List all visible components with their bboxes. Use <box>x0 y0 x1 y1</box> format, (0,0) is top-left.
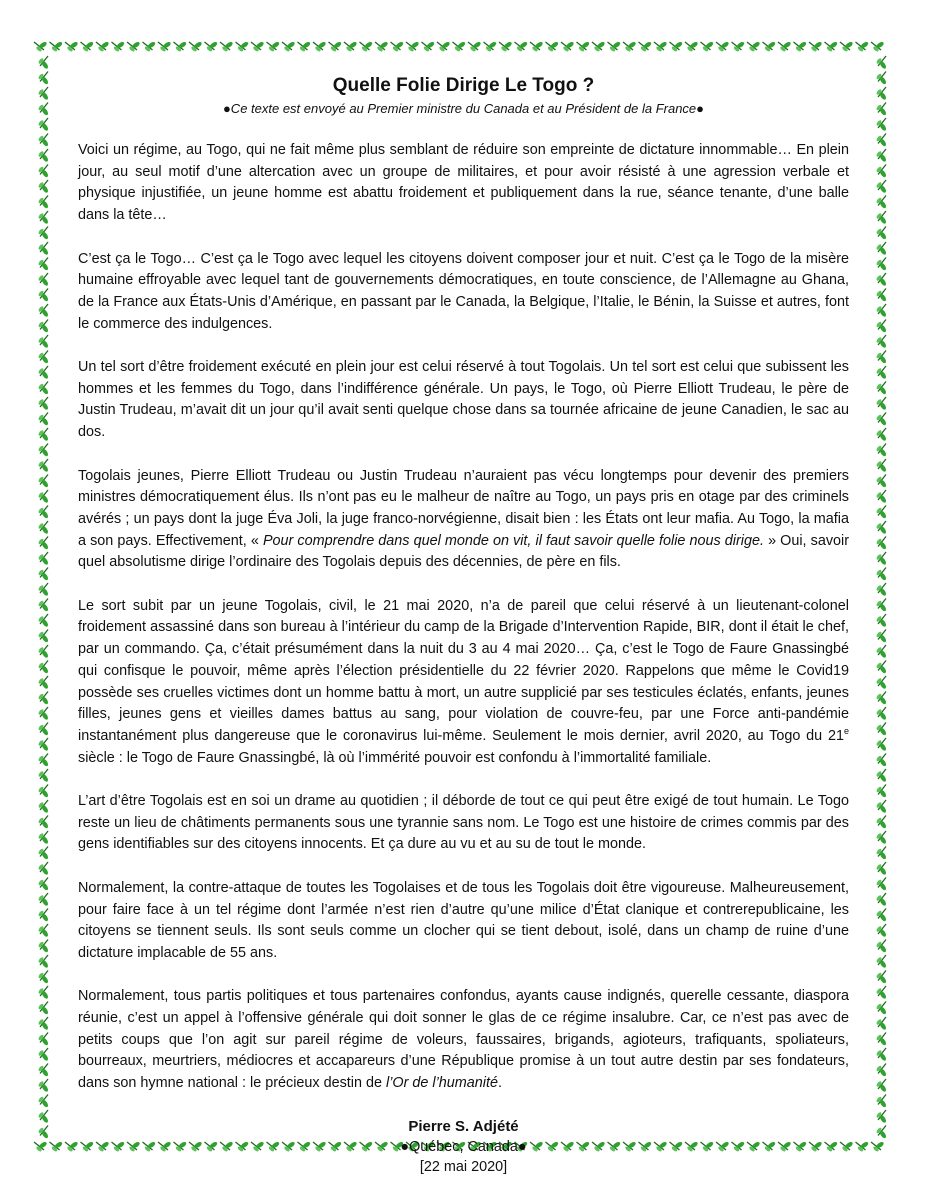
leaf-border-icon <box>329 41 343 53</box>
leaf-border-icon <box>38 382 50 396</box>
leaf-border-icon <box>876 909 888 923</box>
leaf-border-icon <box>876 676 888 690</box>
leaf-border-icon <box>876 955 888 969</box>
leaf-border-icon <box>38 444 50 458</box>
leaf-border-icon <box>38 955 50 969</box>
leaf-border-icon <box>876 583 888 597</box>
leaf-border-icon <box>876 692 888 706</box>
leaf-border-icon <box>38 366 50 380</box>
leaf-border-icon <box>876 661 888 675</box>
leaf-border-icon <box>38 258 50 272</box>
paragraph-8-italic: l’Or de l’humanité <box>386 1075 498 1092</box>
author-location: ●Québec, Canada● <box>400 1138 527 1155</box>
leaf-border-icon <box>38 227 50 241</box>
leaf-border-icon <box>38 475 50 489</box>
leaf-border-icon <box>876 351 888 365</box>
paragraph-4-text-b: » Oui, savoir quel absolutisme dirige l’ordinaire des Togolais depuis des décennies, de père en fils. <box>78 532 850 571</box>
leaf-border-icon <box>38 521 50 535</box>
leaf-border-icon <box>546 41 560 53</box>
paragraph-6: L’art d’être Togolais est en soi un drame au quotidien ; il déborde de tout ce qui peut être exigé de tout humain. Le Togo reste un lieu de châtiments permanents sous une tyrannie sans nom. Le Togo est une histoire de crimes commis par des gens identifiables sur des citoyens innocents. Et ça dure au vu et au su de tout le monde. <box>78 793 849 853</box>
leaf-border-icon <box>391 41 405 53</box>
leaf-border-icon <box>38 428 50 442</box>
leaf-border-icon <box>313 41 327 53</box>
leaf-border-icon <box>876 986 888 1000</box>
leaf-border-icon <box>856 1141 870 1153</box>
paragraph-5-superscript: e <box>843 726 849 737</box>
leaf-border-icon <box>81 41 95 53</box>
leaf-border-icon <box>871 41 885 53</box>
leaf-border-icon <box>876 490 888 504</box>
leaf-border-icon <box>112 41 126 53</box>
leaf-border-icon <box>778 41 792 53</box>
leaf-border-icon <box>747 41 761 53</box>
leaf-border-icon <box>876 1110 888 1124</box>
leaf-border-icon <box>189 41 203 53</box>
paragraph-4 <box>78 466 849 575</box>
leaf-border-icon <box>38 413 50 427</box>
leaf-border-icon <box>876 723 888 737</box>
paragraph-5-text-a: Le sort subit par un jeune Togolais, civil, le 21 mai 2020, n’a de pareil que celui réservé à un lieutenant-colonel froidement assassiné dans son bureau à l’intérieur du camp de la Brigade d’Intervention Rapide, BIR, dont il était le chef, par un commando. Ça, c’était présumément dans la nuit du 3 au 4 mai 2020… Ça, c’est le Togo de Faure Gnassingbé qui confisque le pouvoir, même après l’élection présidentielle du 22 février 2020. Rappelons que même le Covid19 possède ses cruelles victimes dont un homme battu à mort, un autre supplicié par ses testicules éclatés, enfants, jeunes filles, jeunes gens et vieilles dames battus au sang, pour violation de couvre-feu, par une Force anti-pandémie instantanément plus dangereuse que le coronavirus lui-même. Seulement le mois dernier, avril 2020, au Togo du 21 <box>78 597 849 744</box>
leaf-border-icon <box>65 41 79 53</box>
leaf-border-icon <box>840 41 854 53</box>
leaf-border-icon <box>794 41 808 53</box>
leaf-border-icon <box>38 754 50 768</box>
leaf-border-icon <box>876 506 888 520</box>
leaf-border-icon <box>876 552 888 566</box>
author-name: Pierre S. Adjété <box>408 1117 519 1135</box>
leaf-border-icon <box>38 878 50 892</box>
leaf-border-icon <box>38 971 50 985</box>
paragraph-5 <box>78 596 849 770</box>
leaf-border-icon <box>38 599 50 613</box>
leaf-border-icon <box>38 723 50 737</box>
leaf-border-icon <box>876 614 888 628</box>
leaf-border-icon <box>876 630 888 644</box>
leaf-border-icon <box>876 366 888 380</box>
paragraph-4-text-a: Togolais jeunes, Pierre Elliott Trudeau ou Justin Trudeau n’auraient pas vécu longtemps pour devenir des premiers ministres démocratiquement élus. Ils n’ont pas eu le malheur de naître au Togo, un pays pris en otage par des criminels avérés ; un pays dont la juge Éva Joli, la juge franco-norvégienne, disait bien : les États ont leur mafia. Au Togo, la mafia a son pays. Effectivement, « <box>78 467 849 549</box>
leaf-border-icon <box>38 568 50 582</box>
leaf-border-icon <box>876 862 888 876</box>
leaf-border-icon <box>38 847 50 861</box>
leaf-border-icon <box>515 41 529 53</box>
leaf-border-icon <box>38 459 50 473</box>
leaf-border-icon <box>876 878 888 892</box>
leaf-border-icon <box>38 56 50 70</box>
leaf-border-icon <box>38 1110 50 1124</box>
leaf-border-icon <box>876 599 888 613</box>
leaf-border-icon <box>38 645 50 659</box>
leaf-border-icon <box>38 909 50 923</box>
leaf-border-icon <box>127 41 141 53</box>
leaf-border-icon <box>38 351 50 365</box>
leaf-border-icon <box>876 924 888 938</box>
leaf-border-icon <box>38 118 50 132</box>
leaf-border-icon <box>38 769 50 783</box>
paragraph-8 <box>78 986 849 1095</box>
leaf-border-icon <box>732 41 746 53</box>
leaf-border-icon <box>158 41 172 53</box>
leaf-border-icon <box>282 41 296 53</box>
leaf-border-icon <box>34 41 48 53</box>
leaf-border-icon <box>876 165 888 179</box>
leaf-border-icon <box>406 41 420 53</box>
leaf-border-icon <box>38 661 50 675</box>
leaf-border-icon <box>38 335 50 349</box>
leaf-border-icon <box>876 1048 888 1062</box>
leaf-border-icon <box>38 1126 50 1140</box>
leaf-border-icon <box>468 41 482 53</box>
leaf-border-icon <box>876 769 888 783</box>
leaf-border-icon <box>205 41 219 53</box>
leaf-border-icon <box>38 1064 50 1078</box>
leaf-border-icon <box>763 41 777 53</box>
leaf-border-icon <box>654 41 668 53</box>
leaf-border-icon <box>38 506 50 520</box>
leaf-border-icon <box>876 304 888 318</box>
paragraph-1: Voici un régime, au Togo, qui ne fait même plus semblant de réduire son empreinte de dictature innommable… En plein jour, au seul motif d’une altercation avec un groupe de militaires, et pour avoir résisté à une agression verbale et physique injustifiée, un jeune homme est abattu froidement et publiquement dans la rue, séance tenante, d’une balle dans la tête… <box>78 142 849 224</box>
leaf-border-icon <box>38 614 50 628</box>
leaf-border-icon <box>876 413 888 427</box>
letter-document <box>78 74 849 1177</box>
leaf-border-icon <box>38 986 50 1000</box>
leaf-border-icon <box>871 1141 885 1153</box>
leaf-border-icon <box>876 335 888 349</box>
leaf-border-icon <box>236 41 250 53</box>
leaf-border-icon <box>876 118 888 132</box>
leaf-border-icon <box>38 165 50 179</box>
leaf-border-icon <box>876 800 888 814</box>
leaf-border-icon <box>876 785 888 799</box>
leaf-border-icon <box>856 41 870 53</box>
leaf-border-icon <box>437 41 451 53</box>
paragraph-8-text-a: Normalement, tous partis politiques et tous partenaires confondus, ayants cause indignés, querelle cessante, diaspora réunie, c’est un appel à l’offensive générale qui doit sonner le glas de ce régime insalubre. Car, ce n’est pas avec de petits coups que l’on agit sur pareil régime de voleurs, faussaires, brigands, agioteurs, trafiquants, spoliateurs, bourreaux, meurtriers, médiocres et accapareurs d’une République promise à un tout autre destin par ses fondateurs, dans son hymne national : le précieux destin de <box>78 988 849 1092</box>
leaf-border-icon <box>38 273 50 287</box>
leaf-border-icon <box>38 552 50 566</box>
leaf-border-icon <box>499 41 513 53</box>
leaf-border-icon <box>38 707 50 721</box>
leaf-border-icon <box>716 41 730 53</box>
leaf-border-icon <box>38 940 50 954</box>
leaf-border-icon <box>876 707 888 721</box>
leaf-border-icon <box>876 428 888 442</box>
leaf-border-icon <box>38 242 50 256</box>
paragraph-4-quote: Pour comprendre dans quel monde on vit, il faut savoir quelle folie nous dirige. <box>262 532 764 549</box>
leaf-border-icon <box>38 816 50 830</box>
leaf-border-icon <box>876 645 888 659</box>
leaf-border-icon <box>38 862 50 876</box>
leaf-border-icon <box>38 1048 50 1062</box>
leaf-border-icon <box>38 831 50 845</box>
document-body <box>78 140 849 1095</box>
leaf-border-icon <box>38 304 50 318</box>
leaf-border-icon <box>825 41 839 53</box>
leaf-border-icon <box>876 444 888 458</box>
leaf-border-icon <box>577 41 591 53</box>
leaf-border-icon <box>38 134 50 148</box>
leaf-border-icon <box>876 56 888 70</box>
leaf-border-icon <box>484 41 498 53</box>
leaf-border-icon <box>38 1095 50 1109</box>
leaf-border-icon <box>38 676 50 690</box>
leaf-border-icon <box>639 41 653 53</box>
document-subtitle: ●Ce texte est envoyé au Premier ministre du Canada et au Président de la France● <box>222 101 705 116</box>
leaf-border-icon <box>38 180 50 194</box>
leaf-border-icon <box>876 568 888 582</box>
leaf-border-icon <box>876 816 888 830</box>
leaf-border-icon <box>623 41 637 53</box>
leaf-border-icon <box>38 211 50 225</box>
leaf-border-icon <box>38 1079 50 1093</box>
leaf-border-icon <box>344 41 358 53</box>
leaf-border-icon <box>876 754 888 768</box>
leaf-border-icon <box>38 630 50 644</box>
leaf-border-icon <box>876 289 888 303</box>
leaf-border-icon <box>143 41 157 53</box>
leaf-border-icon <box>876 320 888 334</box>
leaf-border-icon <box>876 72 888 86</box>
leaf-border-icon <box>96 41 110 53</box>
leaf-border-icon <box>876 971 888 985</box>
leaf-border-icon <box>65 1141 79 1153</box>
leaf-border-icon <box>38 149 50 163</box>
leaf-border-icon <box>876 1126 888 1140</box>
leaf-border-icon <box>670 41 684 53</box>
leaf-border-icon <box>876 397 888 411</box>
leaf-border-icon <box>422 41 436 53</box>
paragraph-8-text-b: . <box>497 1075 502 1092</box>
leaf-border-icon <box>174 41 188 53</box>
leaf-border-icon <box>876 149 888 163</box>
leaf-border-icon <box>876 180 888 194</box>
leaf-border-icon <box>38 490 50 504</box>
leaf-border-icon <box>876 1064 888 1078</box>
leaf-border-icon <box>38 289 50 303</box>
document-date: [22 mai 2020] <box>419 1158 508 1175</box>
paragraph-2: C’est ça le Togo… C’est ça le Togo avec lequel les citoyens doivent composer jour et nuit. C’est ça le Togo de la misère humaine effroyable avec lequel tant de gouvernements démocratiques, en toute conscience, de l’Allemagne au Ghana, de la France aux États-Unis d’Amérique, en passant par le Canada, la Belgique, l’Italie, le Bénin, la Suisse et autres, font le commerce des indulgences. <box>78 250 849 332</box>
leaf-border-icon <box>453 41 467 53</box>
leaf-border-icon <box>38 692 50 706</box>
leaf-border-icon <box>876 1095 888 1109</box>
leaf-border-icon <box>809 41 823 53</box>
leaf-border-icon <box>592 41 606 53</box>
leaf-border-icon <box>876 242 888 256</box>
leaf-border-icon <box>876 475 888 489</box>
leaf-border-icon <box>50 1141 64 1153</box>
leaf-border-icon <box>38 800 50 814</box>
leaf-border-icon <box>267 41 281 53</box>
signature-block <box>78 1117 849 1177</box>
leaf-border-icon <box>251 41 265 53</box>
leaf-border-icon <box>701 41 715 53</box>
leaf-border-icon <box>34 1141 48 1153</box>
leaf-border-icon <box>876 459 888 473</box>
leaf-border-icon <box>220 41 234 53</box>
leaf-border-icon <box>38 1033 50 1047</box>
leaf-border-icon <box>876 893 888 907</box>
leaf-border-icon <box>876 831 888 845</box>
leaf-border-icon <box>876 196 888 210</box>
leaf-border-icon <box>876 1017 888 1031</box>
leaf-border-icon <box>38 738 50 752</box>
leaf-border-icon <box>375 41 389 53</box>
paragraph-3: Un tel sort d’être froidement exécuté en plein jour est celui réservé à tout Togolais. Un tel sort est celui que subissent les hommes et les femmes du Togo, dans l’indifférence générale. Un pays, le Togo, où Pierre Elliott Trudeau, le père de Justin Trudeau, m’avait dit un jour qu’il avait senti quelque chose dans sa tournée africaine de jeune Canadien, le sac au dos. <box>78 359 849 441</box>
leaf-border-icon <box>38 785 50 799</box>
leaf-border-icon <box>876 738 888 752</box>
leaf-border-icon <box>38 893 50 907</box>
leaf-border-icon <box>38 320 50 334</box>
leaf-border-icon <box>530 41 544 53</box>
leaf-border-icon <box>50 41 64 53</box>
leaf-border-icon <box>360 41 374 53</box>
leaf-border-icon <box>38 1002 50 1016</box>
leaf-border-icon <box>876 273 888 287</box>
leaf-border-icon <box>38 537 50 551</box>
leaf-border-icon <box>876 211 888 225</box>
leaf-border-icon <box>876 537 888 551</box>
leaf-border-icon <box>38 583 50 597</box>
leaf-border-icon <box>876 382 888 396</box>
leaf-border-icon <box>876 1002 888 1016</box>
leaf-border-icon <box>38 1017 50 1031</box>
leaf-border-icon <box>876 134 888 148</box>
leaf-border-icon <box>38 397 50 411</box>
leaf-border-icon <box>876 227 888 241</box>
leaf-border-icon <box>876 87 888 101</box>
leaf-border-icon <box>38 924 50 938</box>
leaf-border-icon <box>876 1079 888 1093</box>
leaf-border-icon <box>876 940 888 954</box>
leaf-border-icon <box>38 103 50 117</box>
leaf-border-icon <box>876 103 888 117</box>
leaf-border-icon <box>608 41 622 53</box>
leaf-border-icon <box>876 258 888 272</box>
leaf-border-icon <box>38 87 50 101</box>
leaf-border-icon <box>38 72 50 86</box>
paragraph-7: Normalement, la contre-attaque de toutes les Togolaises et de tous les Togolais doit être vigoureuse. Malheureusement, pour faire face à un tel régime dont l’armée n’est rien d’autre qu’une milice d’État clanique et contrerepublicaine, les citoyens se tiennent seuls. Ils sont seuls comme un clocher qui se tient debout, isolé, dans un champ de ruine d’une dictature implacable de 55 ans. <box>78 879 849 961</box>
leaf-border-icon <box>876 847 888 861</box>
leaf-border-icon <box>876 1033 888 1047</box>
leaf-border-icon <box>561 41 575 53</box>
leaf-border-icon <box>876 521 888 535</box>
leaf-border-icon <box>38 196 50 210</box>
paragraph-5-text-b: siècle : le Togo de Faure Gnassingbé, là où l’immérité pouvoir est confondu à l’immortalité familiale. <box>78 749 712 766</box>
leaf-border-icon <box>685 41 699 53</box>
document-title: Quelle Folie Dirige Le Togo ? <box>332 75 595 96</box>
leaf-border-icon <box>298 41 312 53</box>
